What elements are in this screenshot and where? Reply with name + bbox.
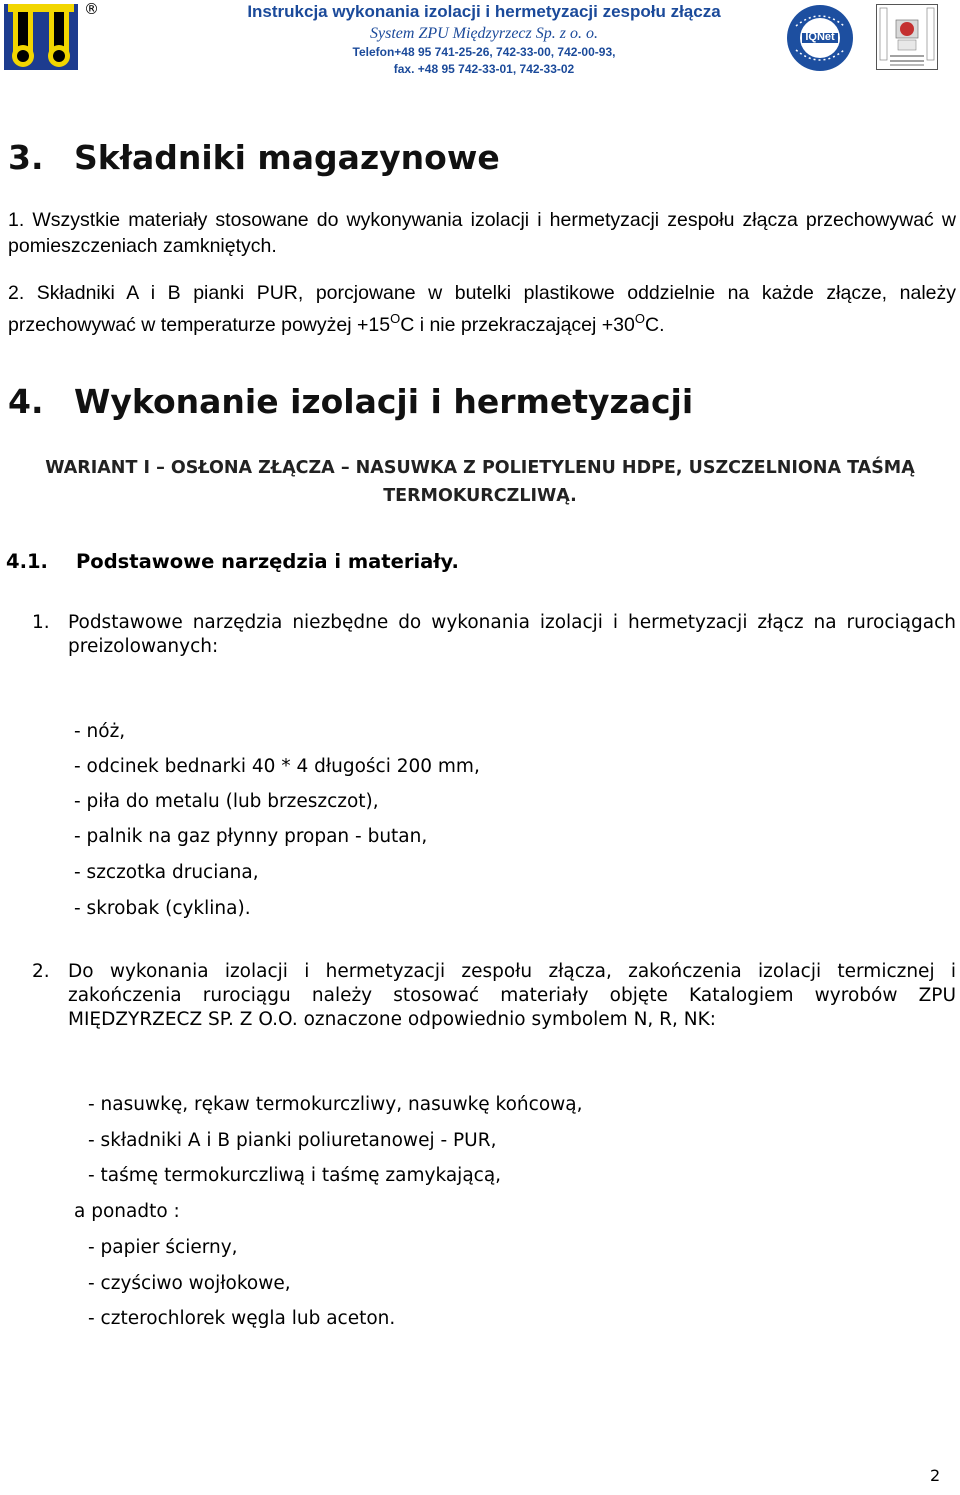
extra-list-item: - czterochlorek węgla lub aceton. <box>88 1308 396 1329</box>
storage-text: C. <box>644 314 665 336</box>
subsection-heading <box>6 550 459 573</box>
storage-text: 2. Składniki A i B pianki PUR, porcjowane w butelki plastikowe oddzielnie na każde złącze, należy przechowywać w temperaturze powyżej +15 <box>8 282 956 336</box>
section-number: 3. <box>8 138 44 177</box>
tool-list-item: - nóż, <box>74 721 126 742</box>
tool-list-item: - szczotka druciana, <box>74 862 259 883</box>
subsection-number: 4.1. <box>6 550 48 573</box>
iqnet-certified-management-system-badge <box>786 4 854 72</box>
registered-trademark-mark: ® <box>84 0 99 18</box>
page-number: 2 <box>930 1466 941 1485</box>
degree-mark: O <box>634 311 645 326</box>
quality-system-certificate-badge <box>876 4 938 70</box>
tool-list-item: - odcinek bednarki 40 * 4 długości 200 mm, <box>74 756 480 777</box>
company-name: System ZPU Międzyrzecz Sp. z o. o. <box>370 25 598 42</box>
variant-heading: WARIANT I – OSŁONA ZŁĄCZA – NASUWKA Z POLIETYLENU HDPE, USZCZELNIONA TAŚMĄ TERMOKURCZLIWĄ. <box>45 458 915 506</box>
section-title: Składniki magazynowe <box>74 138 500 177</box>
extra-list-item: - papier ścierny, <box>88 1237 238 1258</box>
iqnet-label: IQNet <box>805 31 835 43</box>
section-number: 4. <box>8 382 44 421</box>
storage-text: C i nie przekraczającej +30 <box>400 314 635 336</box>
tool-list-item: - palnik na gaz płynny propan - butan, <box>74 826 428 847</box>
section-title: Wykonanie izolacji i hermetyzacji <box>74 382 694 421</box>
subsection-title: Podstawowe narzędzia i materiały. <box>76 550 459 573</box>
company-fax: fax. +48 95 742-33-01, 742-33-02 <box>393 62 575 76</box>
tools-intro-paragraph <box>32 611 956 659</box>
storage-paragraph-2 <box>8 280 956 338</box>
tool-list-item: - skrobak (cyklina). <box>74 898 251 919</box>
materials-intro-paragraph <box>32 960 956 1032</box>
extra-list-item: - czyściwo wojłokowe, <box>88 1273 291 1294</box>
storage-paragraph-1: 1. Wszystkie materiały stosowane do wykonywania izolacji i hermetyzacji zespołu złącza przechowywać w pomieszczeniach zamkniętych. <box>8 209 956 257</box>
item-number: 1. <box>32 612 50 633</box>
item-text: Do wykonania izolacji i hermetyzacji zespołu złącza, zakończenia izolacji termicznej i zakończenia rurociągu należy stosować materiały objęte Katalogiem wyrobów ZPU MIĘDZYRZECZ SP. Z O.O. oznaczone odpowiednio symbolem N, R, NK: <box>68 961 956 1030</box>
document-title: Instrukcja wykonania izolacji i hermetyzacji zespołu złącza <box>247 2 721 21</box>
item-text: Podstawowe narzędzia niezbędne do wykonania izolacji i hermetyzacji złącz na rurociągach preizolowanych: <box>68 612 956 657</box>
material-list-item: - składniki A i B pianki poliuretanowej - PUR, <box>88 1130 497 1151</box>
also-label: a ponadto : <box>74 1201 180 1222</box>
item-number: 2. <box>32 961 50 982</box>
zpu-logo-icon <box>4 4 78 70</box>
company-phone: Telefon+48 95 741-25-26, 742-33-00, 742-00-93, <box>352 45 616 59</box>
material-list-item: - taśmę termokurczliwą i taśmę zamykającą, <box>88 1165 502 1186</box>
material-list-item: - nasuwkę, rękaw termokurczliwy, nasuwkę końcową, <box>88 1094 583 1115</box>
degree-mark: O <box>390 311 401 326</box>
tool-list-item: - piła do metalu (lub brzeszczot), <box>74 791 379 812</box>
